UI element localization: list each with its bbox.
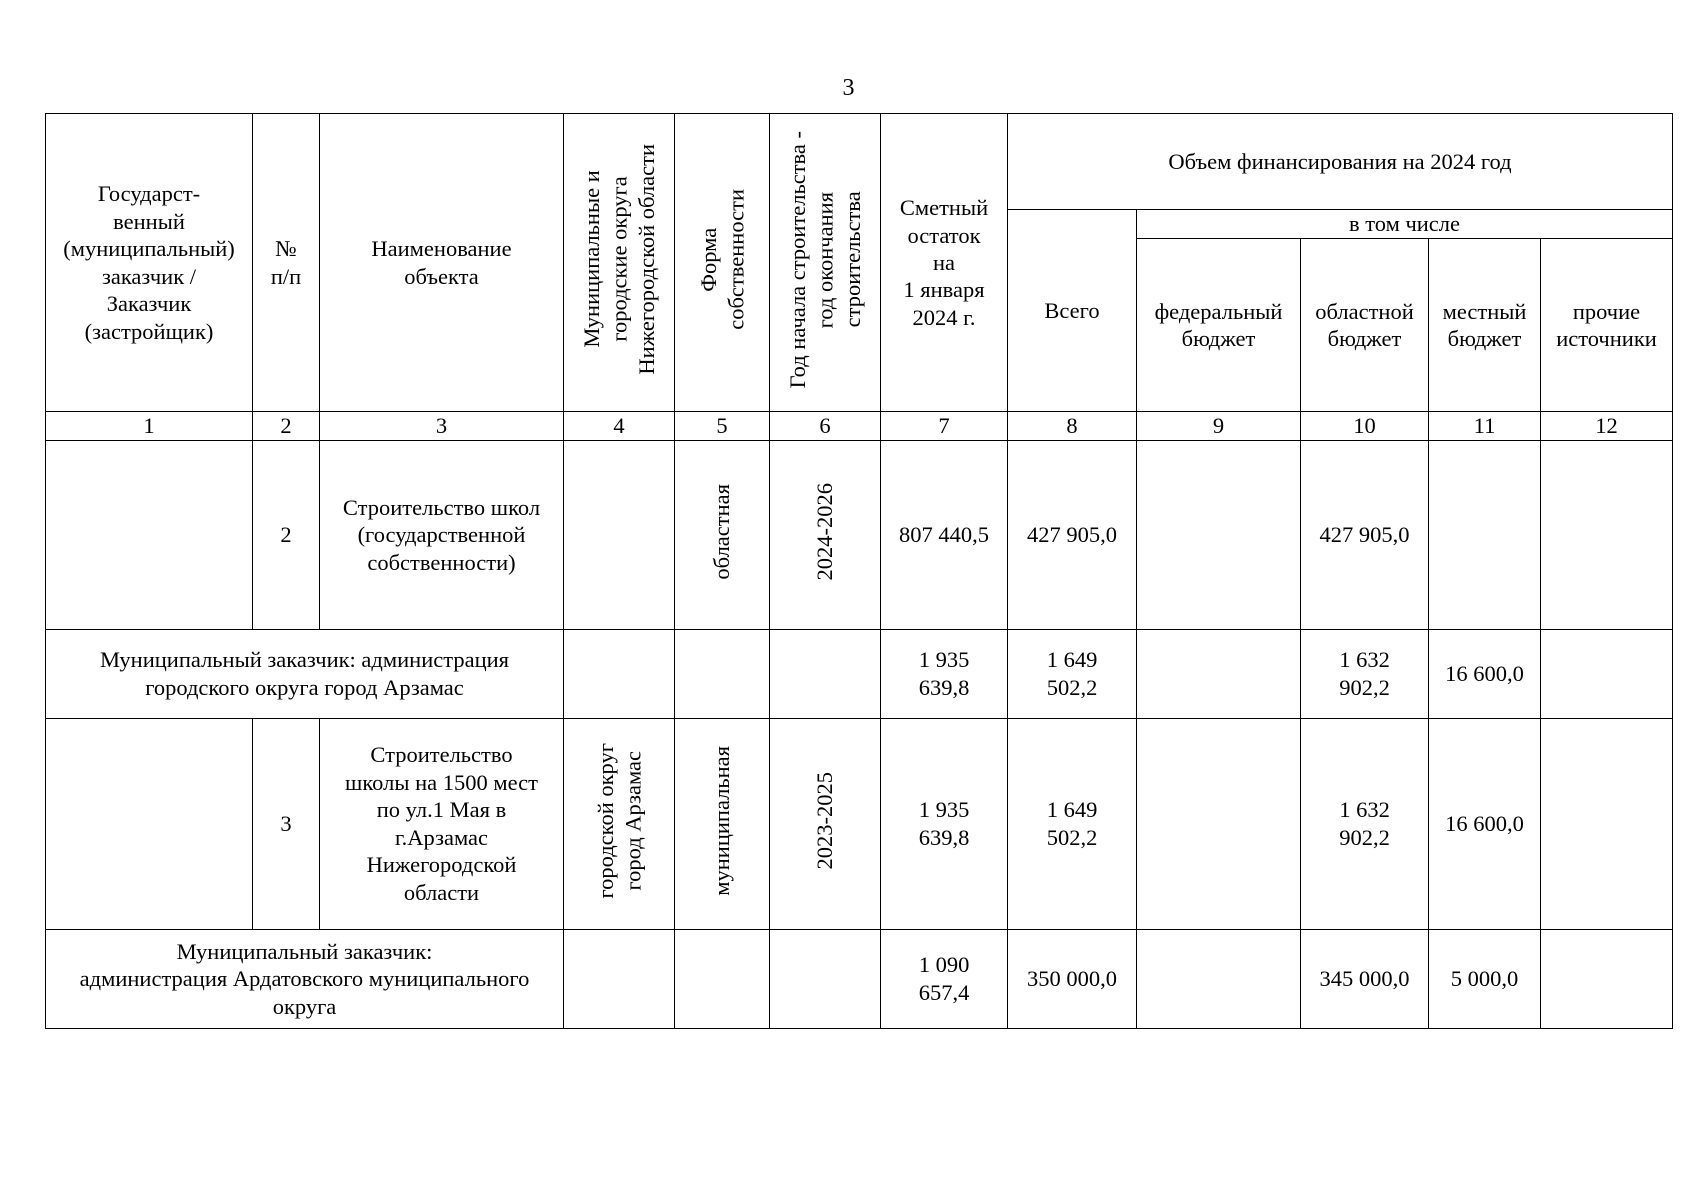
row-other-cell xyxy=(1541,929,1673,1028)
header-object-name: Наименование объекта xyxy=(320,114,564,412)
column-number: 5 xyxy=(675,412,770,441)
row-other-cell xyxy=(1541,718,1673,929)
row-local-cell: 16 600,0 xyxy=(1429,718,1541,929)
row-local-cell xyxy=(1429,441,1541,629)
column-number: 10 xyxy=(1301,412,1429,441)
header-number: № п/п xyxy=(253,114,320,412)
row-balance-cell: 1 935 639,8 xyxy=(881,718,1008,929)
row-local-cell: 16 600,0 xyxy=(1429,629,1541,718)
row-district-cell xyxy=(564,441,675,629)
row-federal-cell xyxy=(1137,718,1301,929)
row-group-title-cell: Муниципальный заказчик: администрация Ардатовского муниципального округа xyxy=(46,929,564,1028)
page-number: 3 xyxy=(842,75,855,101)
row-other-cell xyxy=(1541,629,1673,718)
row-total-cell: 427 905,0 xyxy=(1008,441,1137,629)
row-ownership-cell xyxy=(675,929,770,1028)
column-number: 7 xyxy=(881,412,1008,441)
row-other-cell xyxy=(1541,441,1673,629)
column-number: 1 xyxy=(46,412,253,441)
column-numbers-row xyxy=(46,412,1673,441)
column-number: 6 xyxy=(770,412,881,441)
header-row-1 xyxy=(46,114,1673,210)
table-row-object-2 xyxy=(46,441,1673,629)
row-balance-cell: 807 440,5 xyxy=(881,441,1008,629)
row-district-cell xyxy=(564,629,675,718)
row-balance-cell: 1 090 657,4 xyxy=(881,929,1008,1028)
row-federal-cell xyxy=(1137,929,1301,1028)
row-local-cell: 5 000,0 xyxy=(1429,929,1541,1028)
table-row-group-ardatov xyxy=(46,929,1673,1028)
row-years-cell xyxy=(770,929,881,1028)
row-number-cell: 3 xyxy=(253,718,320,929)
row-years-cell xyxy=(770,629,881,718)
header-balance: Сметный остаток на 1 января 2024 г. xyxy=(881,114,1008,412)
header-customer: Государст- венный (муниципальный) заказчик / Заказчик (застройщик) xyxy=(46,114,253,412)
row-number-cell: 2 xyxy=(253,441,320,629)
row-federal-cell xyxy=(1137,629,1301,718)
row-regional-cell: 1 632 902,2 xyxy=(1301,718,1429,929)
header-districts: Муниципальные и городские округа Нижегородской области xyxy=(564,114,675,412)
header-federal: федеральный бюджет xyxy=(1137,239,1301,412)
header-other: прочие источники xyxy=(1541,239,1673,412)
row-years-cell: 2024-2026 xyxy=(770,441,881,629)
row-years-cell: 2023-2025 xyxy=(770,718,881,929)
column-number: 9 xyxy=(1137,412,1301,441)
header-years: Год начала строительства - год окончания строительства xyxy=(770,114,881,412)
row-group-title-cell: Муниципальный заказчик: администрация городского округа город Арзамас xyxy=(46,629,564,718)
column-number: 4 xyxy=(564,412,675,441)
row-customer-cell xyxy=(46,441,253,629)
header-ownership: Форма собственности xyxy=(675,114,770,412)
row-object-name-cell: Строительство школ (государственной собственности) xyxy=(320,441,564,629)
header-funding-title: Объем финансирования на 2024 год xyxy=(1008,114,1673,210)
header-total: Всего xyxy=(1008,210,1137,412)
table-row-object-3 xyxy=(46,718,1673,929)
table-row-group-arzamas xyxy=(46,629,1673,718)
row-district-cell xyxy=(564,929,675,1028)
column-number: 3 xyxy=(320,412,564,441)
row-ownership-cell: муниципальная xyxy=(675,718,770,929)
header-local: местный бюджет xyxy=(1429,239,1541,412)
row-regional-cell: 1 632 902,2 xyxy=(1301,629,1429,718)
row-federal-cell xyxy=(1137,441,1301,629)
row-object-name-cell: Строительство школы на 1500 мест по ул.1 Мая в г.Арзамас Нижегородской области xyxy=(320,718,564,929)
row-customer-cell xyxy=(46,718,253,929)
header-regional: областной бюджет xyxy=(1301,239,1429,412)
row-regional-cell: 345 000,0 xyxy=(1301,929,1429,1028)
row-balance-cell: 1 935 639,8 xyxy=(881,629,1008,718)
row-total-cell: 1 649 502,2 xyxy=(1008,629,1137,718)
row-regional-cell: 427 905,0 xyxy=(1301,441,1429,629)
row-district-cell: городской округ город Арзамас xyxy=(564,718,675,929)
row-ownership-cell xyxy=(675,629,770,718)
column-number: 8 xyxy=(1008,412,1137,441)
header-including: в том числе xyxy=(1137,210,1673,239)
row-total-cell: 350 000,0 xyxy=(1008,929,1137,1028)
column-number: 12 xyxy=(1541,412,1673,441)
column-number: 2 xyxy=(253,412,320,441)
row-ownership-cell: областная xyxy=(675,441,770,629)
financing-table xyxy=(45,113,1673,1029)
column-number: 11 xyxy=(1429,412,1541,441)
row-total-cell: 1 649 502,2 xyxy=(1008,718,1137,929)
